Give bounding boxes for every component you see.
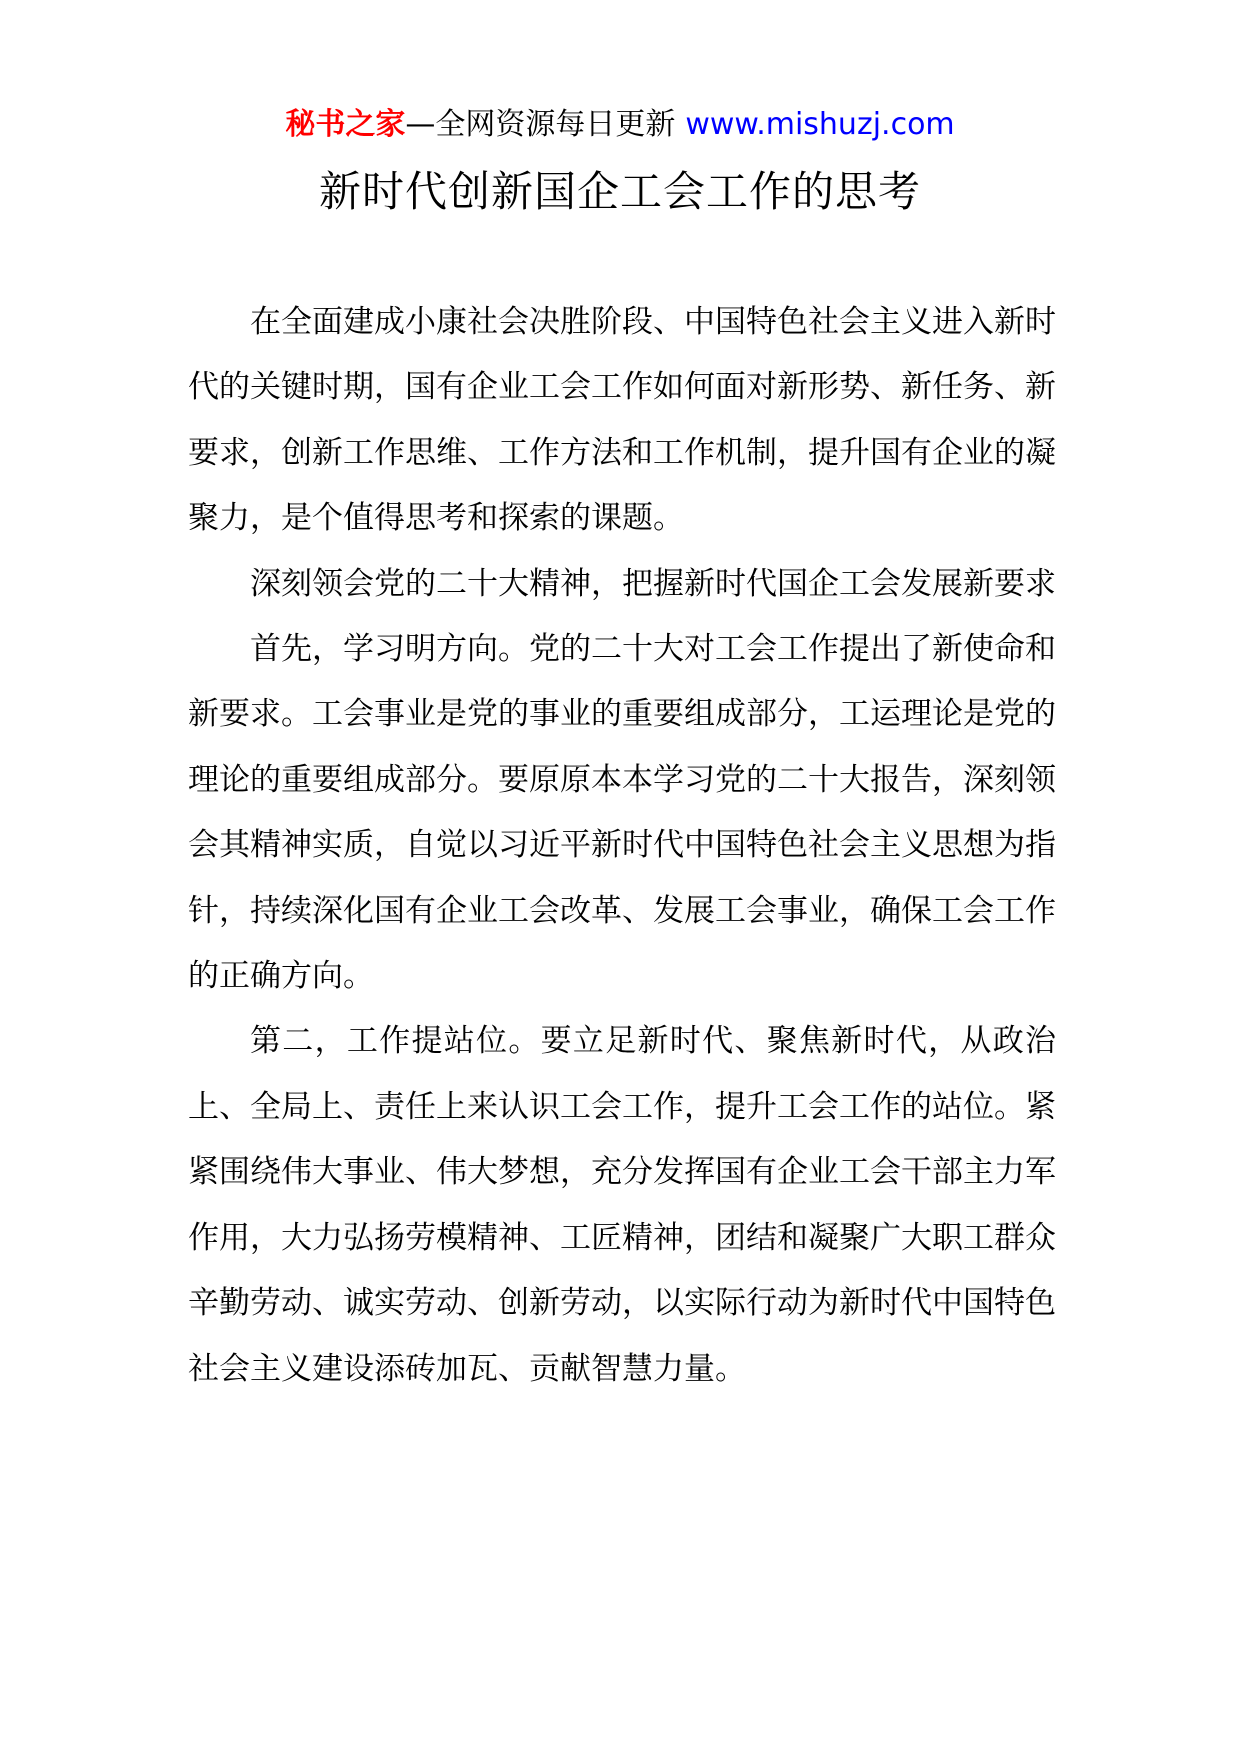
site-url-link[interactable]: www.mishuzj.com [685,107,955,142]
paragraph-intro: 在全面建成小康社会决胜阶段、中国特色社会主义进入新时代的关键时期，国有企业工会工作如何面对新形势、新任务、新要求，创新工作思维、工作方法和工作机制，提升国有企业的凝聚力，是个值得思考和探索的课题。 [188,304,1056,537]
document-body [188,290,1056,1402]
site-header [0,100,1240,150]
section-heading: 深刻领会党的二十大精神，把握新时代国企工会发展新要求 [250,565,1056,602]
brand-name: 秘书之家 [285,107,406,142]
paragraph-first: 首先，学习明方向。党的二十大对工会工作提出了新使命和新要求。工会事业是党的事业的重要组成部分，工运理论是党的理论的重要组成部分。要原原本本学习党的二十大报告，深刻领会其精神实质，自觉以习近平新时代中国特色社会主义思想为指针，持续深化国有企业工会改革、发展工会事业，确保工会工作的正确方向。 [188,631,1056,995]
document-title: 新时代创新国企工会工作的思考 [318,167,921,216]
header-slogan: —全网资源每日更新 [405,107,676,142]
paragraph-second: 第二，工作提站位。要立足新时代、聚焦新时代，从政治上、全局上、责任上来认识工会工作，提升工会工作的站位。紧紧围绕伟大事业、伟大梦想，充分发挥国有企业工会干部主力军作用，大力弘扬劳模精神、工匠精神，团结和凝聚广大职工群众辛勤劳动、诚实劳动、创新劳动，以实际行动为新时代中国特色社会主义建设添砖加瓦、贡献智慧力量。 [188,1023,1056,1387]
